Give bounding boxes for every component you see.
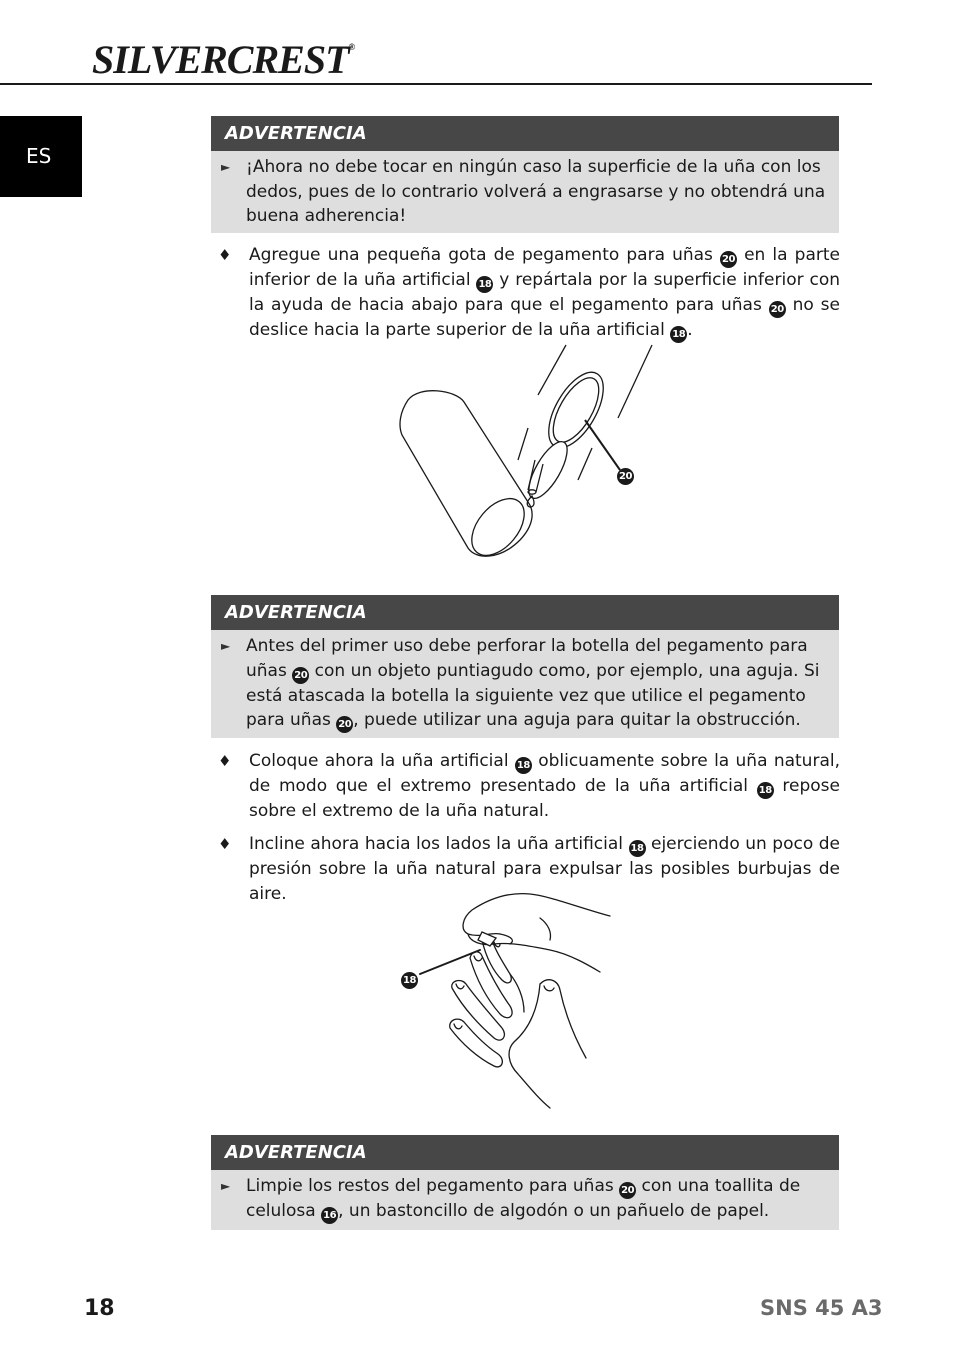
hand-nail-illustration	[390, 888, 620, 1113]
glue-bottle-illustration	[380, 340, 660, 565]
text-run: con una toallita de celulosa	[246, 1176, 801, 1221]
text-run: con un objeto puntiagudo como, por ejemplo, una aguja. Si está atascada la botella la siguiente vez que utilice el pegamento para uñas	[246, 660, 820, 730]
warning-text-content	[246, 634, 829, 733]
text-run: Coloque ahora la uña artificial	[249, 751, 515, 771]
text-run: Agregue una pequeña gota de pegamento para uñas	[249, 245, 720, 265]
text-run: ejerciendo un poco de presión sobre la uña natural para expulsar las posibles burbujas de aire.	[249, 834, 840, 904]
reference-number-badge: 20	[619, 1182, 636, 1199]
text-run: , un bastoncillo de algodón o un pañuelo de papel.	[338, 1201, 770, 1221]
warning-text-content	[246, 155, 829, 229]
header-rule	[0, 83, 872, 85]
warning-title: ADVERTENCIA	[211, 1135, 839, 1170]
reference-number-badge: 20	[720, 251, 737, 268]
warning-text	[211, 151, 839, 235]
reference-number-badge: 18	[515, 757, 532, 774]
reference-number-badge: 18	[757, 782, 774, 799]
instruction-text	[249, 243, 840, 343]
arrow-icon: ►	[221, 639, 231, 653]
text-run: , puede utilizar una aguja para quitar la obstrucción.	[353, 710, 801, 730]
instruction-item-2	[218, 749, 840, 824]
reference-number-badge: 18	[629, 840, 646, 857]
warning-box-3	[211, 1135, 839, 1230]
instruction-text	[249, 749, 840, 824]
reference-number-badge: 20	[769, 301, 786, 318]
warning-text	[211, 630, 839, 739]
arrow-icon: ►	[221, 1179, 231, 1193]
text-run: no se deslice hacia la parte superior de la uña artificial	[249, 295, 840, 340]
text-run: en la parte inferior de la uña artificial	[249, 245, 840, 290]
registered-mark: ®	[348, 42, 355, 52]
language-tab	[0, 116, 82, 197]
diamond-bullet-icon: ♦	[218, 752, 232, 770]
text-run: Limpie los restos del pegamento para uñas	[246, 1176, 620, 1196]
text-run: .	[687, 320, 693, 340]
arrow-icon: ►	[221, 160, 231, 174]
text-run: ¡Ahora no debe tocar en ningún caso la superficie de la uña con los dedos, pues de lo contrario volverá a engrasarse y no obtendrá una buena adherencia!	[246, 157, 826, 226]
reference-number-badge: 20	[336, 716, 353, 733]
hand-drawing	[390, 888, 620, 1113]
callout-18-badge: 18	[401, 972, 418, 989]
reference-number-badge: 18	[670, 326, 687, 343]
reference-number-badge: 20	[292, 667, 309, 684]
language-tab-label: ES	[26, 144, 52, 168]
warning-title: ADVERTENCIA	[211, 116, 839, 151]
text-run: y repártala por la superficie inferior con la ayuda de hacia abajo para que el pegamento para uñas	[249, 270, 840, 315]
diamond-bullet-icon: ♦	[218, 246, 232, 264]
warning-text	[211, 1170, 839, 1230]
reference-number-badge: 18	[476, 276, 493, 293]
brand-logo: SILVERCREST®	[92, 37, 355, 82]
glue-bottle-drawing	[380, 340, 660, 565]
model-number: SNS 45 A3	[760, 1296, 883, 1320]
warning-box-1	[211, 116, 839, 233]
page-number: 18	[84, 1296, 115, 1321]
callout-20-badge: 20	[617, 468, 634, 485]
text-run: Antes del primer uso debe perforar la botella del pegamento para uñas	[246, 636, 808, 681]
warning-title: ADVERTENCIA	[211, 595, 839, 630]
reference-number-badge: 16	[321, 1207, 338, 1224]
warning-box-2	[211, 595, 839, 738]
diamond-bullet-icon: ♦	[218, 835, 232, 853]
text-run: repose sobre el extremo de la uña natural.	[249, 776, 840, 821]
text-run: oblicuamente sobre la uña natural, de modo que el extremo presentado de la uña artificial	[249, 751, 840, 796]
instruction-item-1	[218, 243, 840, 343]
warning-text-content	[246, 1174, 829, 1224]
text-run: Incline ahora hacia los lados la uña artificial	[249, 834, 629, 854]
